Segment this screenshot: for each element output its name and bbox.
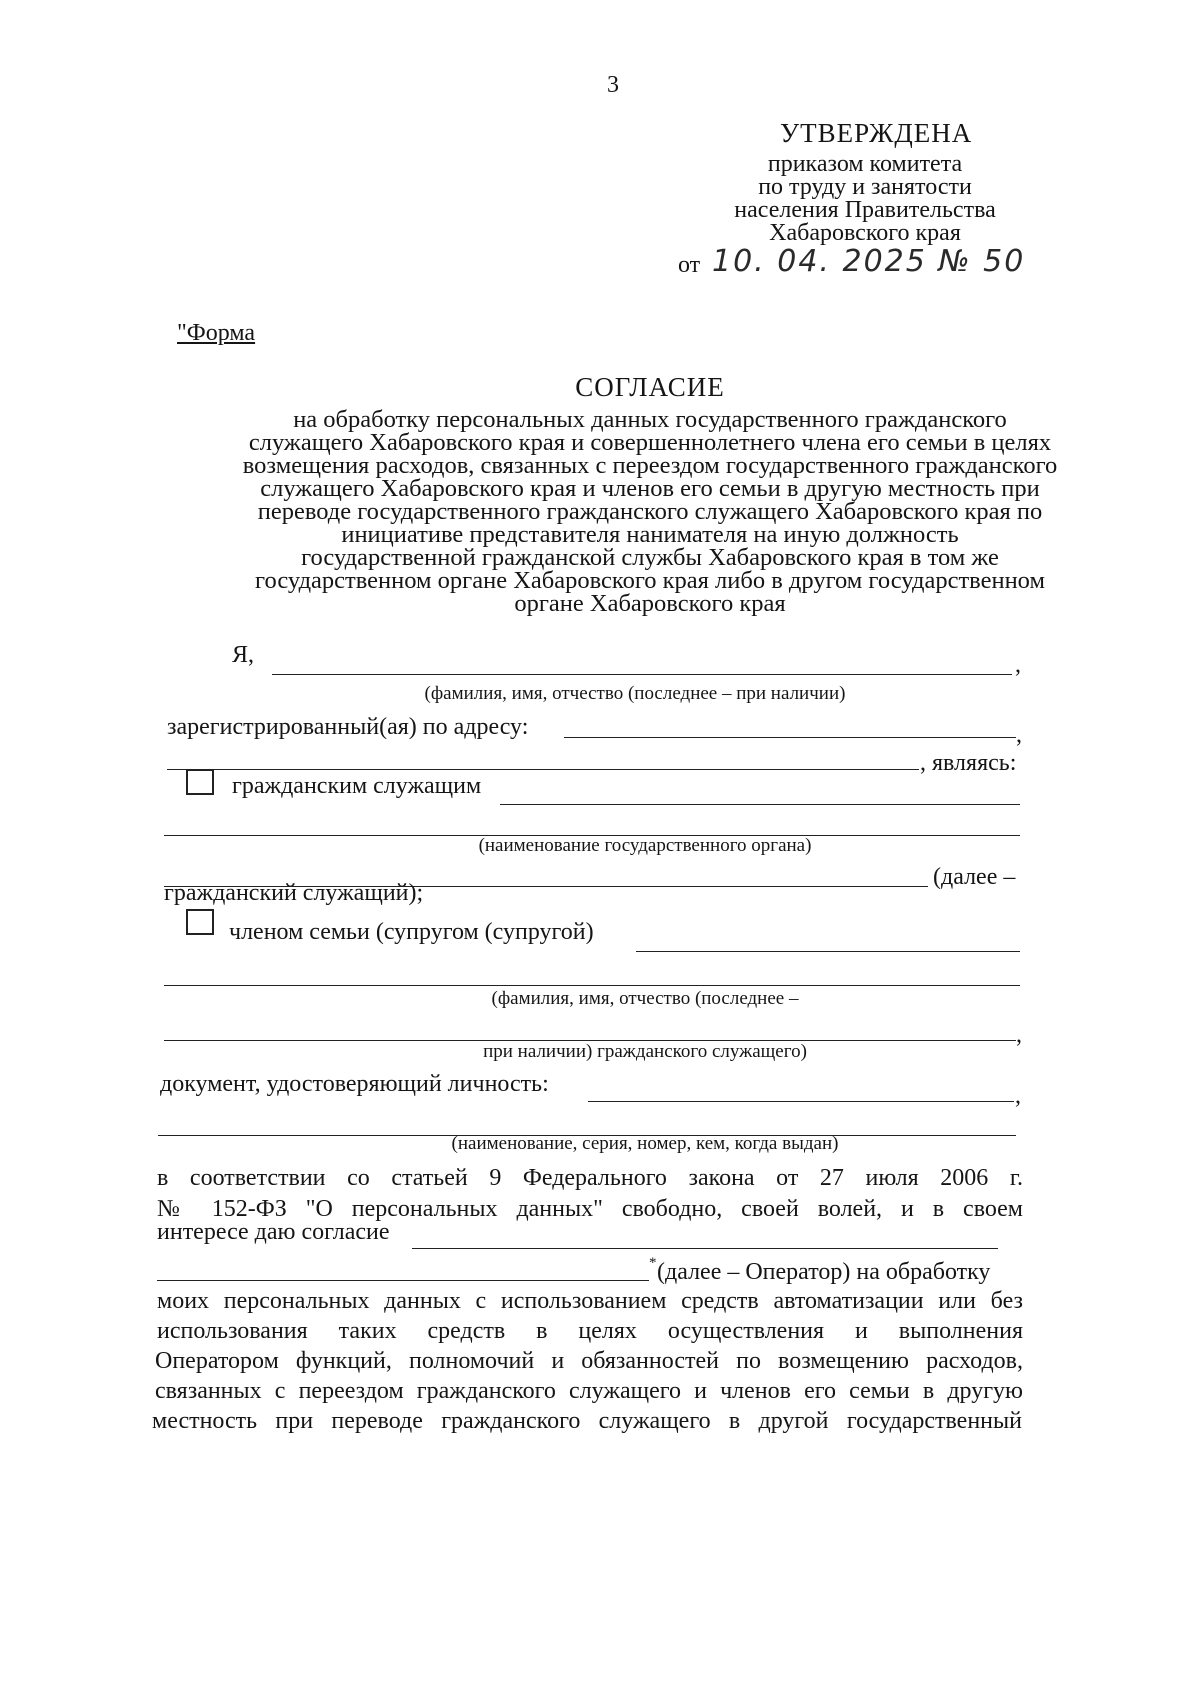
comma: , (1016, 1022, 1022, 1048)
comma: , (1015, 1083, 1021, 1109)
subtitle-line: служащего Хабаровского края и совершеннолетнего члена его семьи в целях (248, 429, 1052, 456)
address-input-line-2[interactable] (167, 769, 919, 770)
body-line: № 152-ФЗ "О персональных данных" свободно, своей волей, и в своем (157, 1196, 1023, 1222)
subtitle-line: возмещения расходов, связанных с переездом государственного гражданского (242, 452, 1058, 479)
body-line: моих персональных данных с использованием средств автоматизации или без (157, 1288, 1023, 1314)
civil-servant-checkbox[interactable] (186, 769, 214, 795)
civil-servant-close: гражданский служащий); (164, 880, 424, 906)
comma: , (1015, 652, 1021, 678)
approval-line: населения Правительства (734, 197, 996, 223)
body-line: связанных с переездом гражданского служащего и членов его семьи в другую (155, 1378, 1023, 1404)
subtitle-line: органе Хабаровского края (514, 590, 786, 617)
gov-body-caption: (наименование государственного органа) (478, 835, 812, 856)
subtitle-line: на обработку персональных данных государственного гражданского (293, 406, 1007, 433)
operator-text: (далее – Оператор) на обработку (657, 1259, 991, 1285)
approval-title: УТВЕРЖДЕНА (780, 118, 973, 148)
body-line: Оператором функций, полномочий и обязанностей по возмещению расходов, (155, 1348, 1023, 1374)
family-caption-1: (фамилия, имя, отчество (последнее – (491, 988, 799, 1009)
id-doc-input-line-1[interactable] (588, 1101, 1014, 1102)
registered-label: зарегистрированный(ая) по адресу: (167, 714, 529, 740)
id-doc-label: документ, удостоверяющий личность: (160, 1071, 549, 1097)
civil-servant-label: гражданским служащим (232, 773, 482, 799)
form-label: "Форма (177, 320, 256, 346)
fio-caption: (фамилия, имя, отчество (последнее – при наличии) (424, 683, 846, 704)
footnote-asterisk: * (649, 1255, 657, 1271)
family-member-input-line-1[interactable] (636, 951, 1020, 952)
approval-block (700, 153, 1030, 245)
family-member-input-line-2[interactable] (164, 985, 1020, 986)
document-subtitle (180, 408, 1120, 615)
family-member-checkbox[interactable] (186, 909, 214, 935)
family-caption-2: при наличии) гражданского служащего) (483, 1041, 807, 1062)
page-number: 3 (607, 72, 619, 98)
body-line: интересе даю согласие (157, 1219, 390, 1245)
document-heading: СОГЛАСИЕ (575, 372, 725, 402)
fio-input-line[interactable] (272, 674, 1012, 675)
id-doc-caption: (наименование, серия, номер, кем, когда выдан) (451, 1133, 839, 1154)
approval-line: по труду и занятости (758, 174, 972, 200)
subtitle-line: инициативе представителя нанимателя на иную должность (341, 521, 959, 548)
body-line: местность при переводе гражданского служащего в другой государственный (152, 1408, 1022, 1434)
body-line: в соответствии со статьей 9 Федерального закона от 27 июля 2006 г. (157, 1165, 1023, 1191)
approval-line: приказом комитета (767, 151, 963, 177)
i-label: Я, (232, 642, 255, 668)
approval-line: Хабаровского края (769, 220, 961, 246)
body-line: использования таких средств в целях осуществления и выполнения (157, 1318, 1023, 1344)
hereinafter-label: (далее – (933, 864, 1016, 890)
operator-input-line-1[interactable] (412, 1248, 998, 1249)
subtitle-line: переводе государственного гражданского служащего Хабаровского края по (257, 498, 1043, 525)
address-input-line-1[interactable] (564, 737, 1016, 738)
subtitle-line: служащего Хабаровского края и членов его семьи в другую местность при (260, 475, 1040, 502)
operator-input-line-2[interactable] (157, 1280, 649, 1281)
subtitle-line: государственном органе Хабаровского края либо в другом государственном (255, 567, 1045, 594)
comma: , (1016, 722, 1022, 748)
family-member-label: членом семьи (супругом (супругой) (229, 919, 594, 945)
being-label: , являясь: (920, 750, 1017, 776)
handwritten-date: 10. 04. 2025 № 50 (712, 244, 1026, 279)
subtitle-line: государственной гражданской службы Хабаровского края в том же (301, 544, 999, 571)
civil-servant-input-line[interactable] (500, 804, 1020, 805)
date-prefix: от (678, 252, 701, 278)
